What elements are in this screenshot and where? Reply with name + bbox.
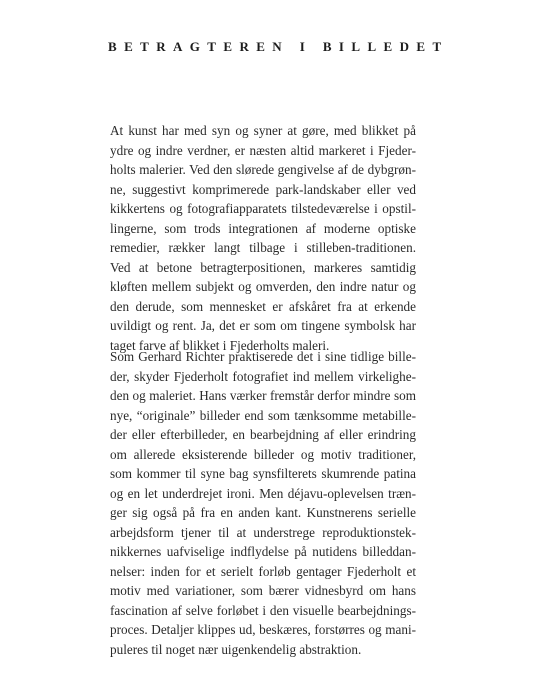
paragraph-line: kikkertens og fotografiapparatets tilstedeværelse i opstil- (110, 201, 416, 216)
paragraph-line: nikkernes uafviselige indflydelse på nutidens billeddan- (110, 544, 416, 559)
paragraph-line: ger sig også på fra en anden kant. Kunstnerens serielle (110, 505, 416, 520)
paragraph-line: Som Gerhard Richter praktiserede det i sine tidlige bille- (110, 349, 416, 364)
paragraph-line: taget farve af blikket i Fjederholts maleri. (110, 337, 330, 353)
paragraph-line: ne, suggestivt komprimerede park-landskaber eller ved (110, 181, 416, 197)
paragraph-line: den og maleriet. Hans værker fremstår derfor mindre som (110, 388, 416, 403)
paragraph-line: og en let underdrejet ironi. Men déjavu-oplevelsen træn- (110, 485, 416, 501)
page-title: BETRAGTEREN I BILLEDET (108, 39, 449, 54)
paragraph-line: ydre og indre verdner, er næsten altid markeret i Fjeder- (110, 142, 416, 158)
paragraph-line: motiv med variationer, som bærer vidnesbyrd om hans (110, 583, 416, 598)
paragraph-line: som kommer til syne bag synsfilterets skumrende patina (110, 466, 416, 481)
paragraph-1 (110, 121, 416, 355)
paragraph-line: lingerne, som trods integrationen af moderne optiske (110, 220, 416, 236)
paragraph-line: remedier, rækker langt tilbage i stilleben-traditionen. (110, 240, 416, 255)
paragraph-line: nelser: inden for et serielt forløb gentager Fjederholt et (110, 563, 416, 579)
paragraph-line: kløften mellem subjekt og omverden, den indre natur og (110, 279, 416, 294)
paragraph-line: fascination af selve forløbet i den visuelle bearbejdnings- (110, 602, 416, 618)
paragraph-line: At kunst har med syn og syner at gøre, med blikket på (110, 123, 416, 138)
paragraph-line: om allerede eksisterende billeder og motiv traditioner, (110, 446, 416, 462)
paragraph-line: nye, “originale” billeder end som tænksomme metabille- (110, 407, 416, 423)
paragraph-line: holts malerier. Ved den slørede gengivelse af de dybgrøn- (110, 162, 416, 177)
paragraph-line: der eller efterbilleder, en bearbejdning af eller erindring (110, 427, 416, 442)
paragraph-2 (110, 347, 416, 659)
paragraph-line: arbejdsform tjener til at understrege reproduktionstek- (110, 524, 416, 540)
paragraph-line: Ved at betone betragterpositionen, markeres samtidig (110, 259, 416, 275)
paragraph-line: den derude, som mennesket er afskåret fra at erkende (110, 298, 416, 314)
paragraph-line: puleres til noget nær uigenkendelig abstraktion. (110, 641, 362, 657)
paragraph-line: uvildigt og rent. Ja, det er som om tingene symbolsk har (110, 318, 416, 333)
paragraph-line: der, skyder Fjederholt fotografiet ind mellem virkelighe- (110, 368, 416, 384)
paragraph-line: proces. Detaljer klippes ud, beskæres, forstørres og mani- (110, 622, 416, 637)
